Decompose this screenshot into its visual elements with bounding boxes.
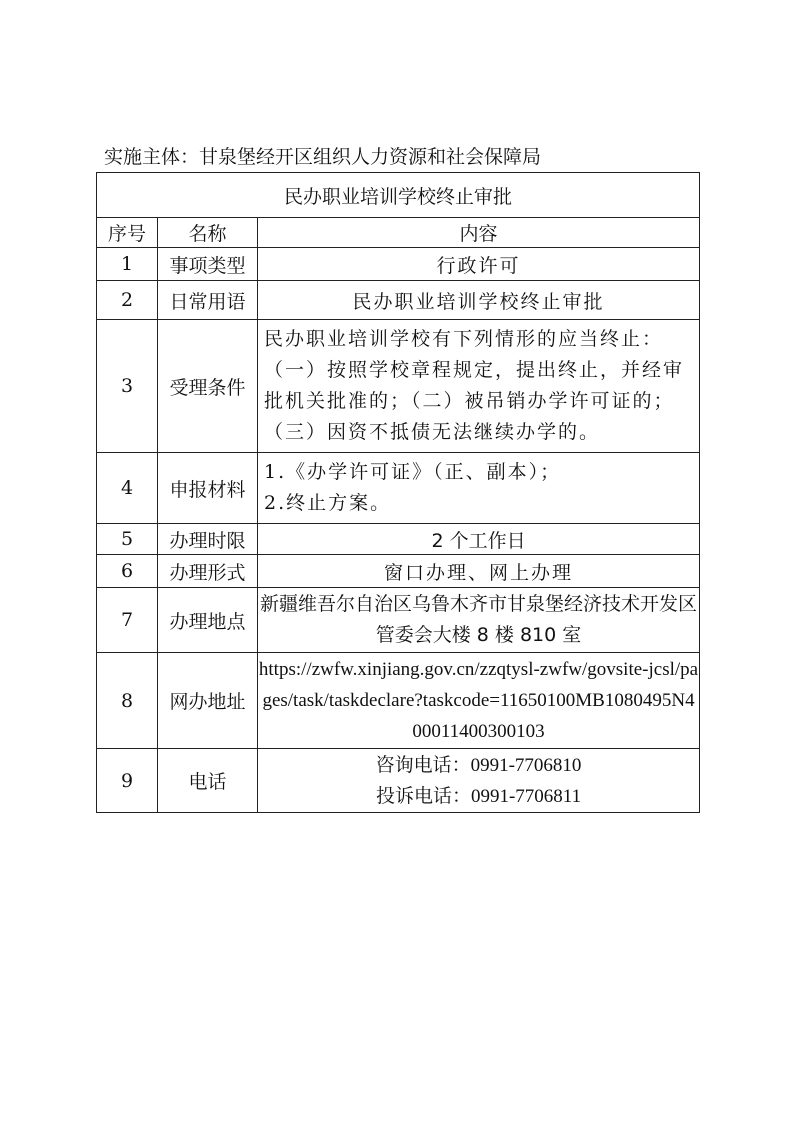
row-content — [258, 749, 700, 813]
header-content: 内容 — [258, 218, 700, 248]
row-content: 2 个工作日 — [258, 524, 700, 555]
row-content: 窗口办理、网上办理 — [258, 555, 700, 588]
table-row — [97, 320, 700, 453]
phone-label: 投诉电话： — [375, 784, 471, 807]
phone-number: 0991-7706811 — [470, 785, 582, 807]
row-number: 6 — [97, 555, 158, 588]
row-number: 8 — [97, 653, 158, 749]
consultation-phone — [258, 750, 699, 781]
row-content: 民办职业培训学校终止审批 — [258, 281, 700, 320]
table-row — [97, 524, 700, 555]
material-item: 2.终止方案。 — [264, 492, 392, 514]
row-number: 1 — [97, 248, 158, 281]
material-item: 1.《办学许可证》（正、副本）； — [264, 461, 562, 483]
header-name: 名称 — [158, 218, 258, 248]
table-row — [97, 555, 700, 588]
table-row — [97, 588, 700, 653]
phone-label: 咨询电话： — [375, 753, 471, 776]
table-row — [97, 453, 700, 524]
row-name: 电话 — [158, 749, 258, 813]
row-number: 5 — [97, 524, 158, 555]
phone-number: 0991-7706810 — [470, 754, 582, 776]
complaint-phone — [258, 781, 699, 812]
row-name: 办理时限 — [158, 524, 258, 555]
table-title: 民办职业培训学校终止审批 — [97, 173, 700, 218]
header-row — [97, 218, 700, 248]
table-row — [97, 248, 700, 281]
row-name: 办理形式 — [158, 555, 258, 588]
online-service-url[interactable]: https://zwfw.xinjiang.gov.cn/zzqtysl-zwfw/govsite-jcsl/pages/task/taskdeclare?taskcode=11650100MB1080495N400011400300103 — [258, 653, 700, 749]
row-number: 3 — [97, 320, 158, 453]
header-no: 序号 — [97, 218, 158, 248]
row-name: 日常用语 — [158, 281, 258, 320]
row-name: 事项类型 — [158, 248, 258, 281]
table-row — [97, 749, 700, 813]
row-name: 办理地点 — [158, 588, 258, 653]
row-number: 9 — [97, 749, 158, 813]
row-name: 网办地址 — [158, 653, 258, 749]
table-row — [97, 281, 700, 320]
row-content: 民办职业培训学校有下列情形的应当终止：（一）按照学校章程规定，提出终止，并经审批机关批准的；（二）被吊销办学许可证的；（三）因资不抵债无法继续办学的。 — [258, 320, 700, 453]
row-content: 行政许可 — [258, 248, 700, 281]
row-content: 新疆维吾尔自治区乌鲁木齐市甘泉堡经济技术开发区管委会大楼 8 楼 810 室 — [258, 588, 700, 653]
row-number: 2 — [97, 281, 158, 320]
row-name: 申报材料 — [158, 453, 258, 524]
table-title-row — [97, 173, 700, 218]
row-number: 4 — [97, 453, 158, 524]
row-name: 受理条件 — [158, 320, 258, 453]
row-content — [258, 453, 700, 524]
table-row — [97, 653, 700, 749]
implementing-body: 实施主体：甘泉堡经开区组织人力资源和社会保障局 — [104, 146, 542, 168]
row-number: 7 — [97, 588, 158, 653]
service-info-table — [96, 172, 700, 813]
